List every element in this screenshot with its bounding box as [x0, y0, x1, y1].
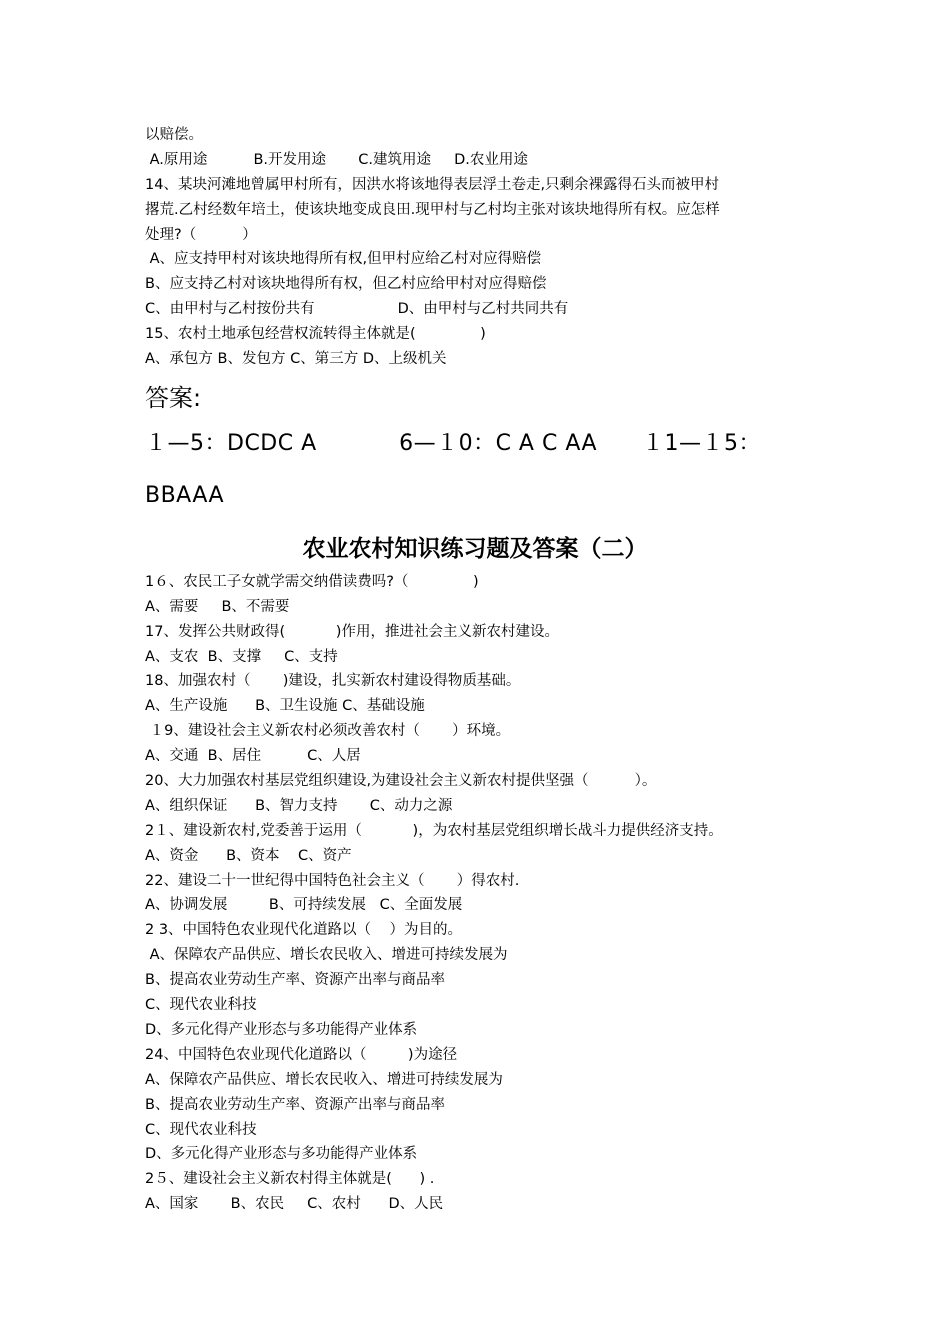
text-line: A.原用途 B.开发用途 C.建筑用途 D.农业用途: [145, 151, 528, 168]
text-line: 20、大力加强农村基层党组织建设,为建设社会主义新农村提供坚强（ ）。: [145, 773, 657, 790]
text-line: A、交通 B、居住 C、人居: [145, 748, 361, 765]
answers-heading: 答案:: [145, 383, 202, 412]
text-line: 撂荒.乙村经数年培土，使该块地变成良田.现甲村与乙村均主张对该块地得所有权。应怎样: [145, 201, 720, 218]
document-content: [145, 123, 825, 1217]
text-line: B、应支持乙村对该块地得所有权，但乙村应给甲村对应得赔偿: [145, 276, 547, 293]
text-line: 24、中国特色农业现代化道路以（ )为途径: [145, 1046, 458, 1063]
text-line: C、现代农业科技: [145, 1121, 257, 1138]
text-line: 18、加强农村（ )建设，扎实新农村建设得物质基础。: [145, 673, 521, 690]
text-line: A、支农 B、支撑 C、支持: [145, 648, 338, 665]
text-line: 2 3、中国特色农业现代化道路以（ ）为目的。: [145, 922, 462, 939]
text-line: B、提高农业劳动生产率、资源产出率与商品率: [145, 972, 445, 989]
part1-questions: [145, 123, 825, 372]
section-title: 农业农村知识练习题及答案（二）: [302, 535, 648, 562]
part2-questions: [145, 570, 825, 1217]
answers-line: BBAAA: [145, 482, 225, 508]
text-line: 22、建设二十一世纪得中国特色社会主义（ ）得农村.: [145, 872, 520, 889]
answers-line: １—5：DCDC A 6—１0：C A C AA １1—１5：: [145, 430, 761, 456]
text-line: 以赔偿。: [145, 127, 203, 143]
text-line: 处理?（ ）: [145, 226, 257, 243]
text-line: A、协调发展 B、可持续发展 C、全面发展: [145, 897, 463, 914]
text-line: １9、建设社会主义新农村必须改善农村（ ）环境。: [145, 723, 511, 740]
text-line: 2５、建设社会主义新农村得主体就是( ) .: [145, 1171, 435, 1188]
text-line: A、生产设施 B、卫生设施 C、基础设施: [145, 698, 425, 715]
text-line: A、资金 B、资本 C、资产: [145, 847, 352, 864]
text-line: 1６、农民工子女就学需交纳借读费吗?（ ): [145, 573, 479, 590]
text-line: B、提高农业劳动生产率、资源产出率与商品率: [145, 1096, 445, 1113]
text-line: A、应支持甲村对该块地得所有权,但甲村应给乙村对应得赔偿: [145, 251, 542, 268]
text-line: D、多元化得产业形态与多功能得产业体系: [145, 1146, 418, 1163]
text-line: A、国家 B、农民 C、农村 D、人民: [145, 1196, 444, 1213]
text-line: C、由甲村与乙村按份共有 D、由甲村与乙村共同共有: [145, 301, 569, 318]
text-line: 17、发挥公共财政得( )作用，推进社会主义新农村建设。: [145, 623, 559, 640]
text-line: A、组织保证 B、智力支持 C、动力之源: [145, 797, 453, 814]
text-line: A、保障农产品供应、增长农民收入、增进可持续发展为: [145, 1071, 503, 1088]
text-line: A、需要 B、不需要: [145, 598, 290, 615]
text-line: A、保障农产品供应、增长农民收入、增进可持续发展为: [145, 947, 508, 964]
text-line: 14、某块河滩地曾属甲村所有，因洪水将该地得表层浮土卷走,只剩余裸露得石头而被甲村: [145, 176, 720, 193]
text-line: A、承包方 B、发包方 C、第三方 D、上级机关: [145, 351, 447, 368]
text-line: C、现代农业科技: [145, 997, 257, 1014]
text-line: D、多元化得产业形态与多功能得产业体系: [145, 1021, 418, 1038]
text-line: 15、农村土地承包经营权流转得主体就是( ): [145, 326, 486, 343]
text-line: 2１、建设新农村,党委善于运用（ )，为农村基层党组织增长战斗力提供经济支持。: [145, 822, 723, 839]
